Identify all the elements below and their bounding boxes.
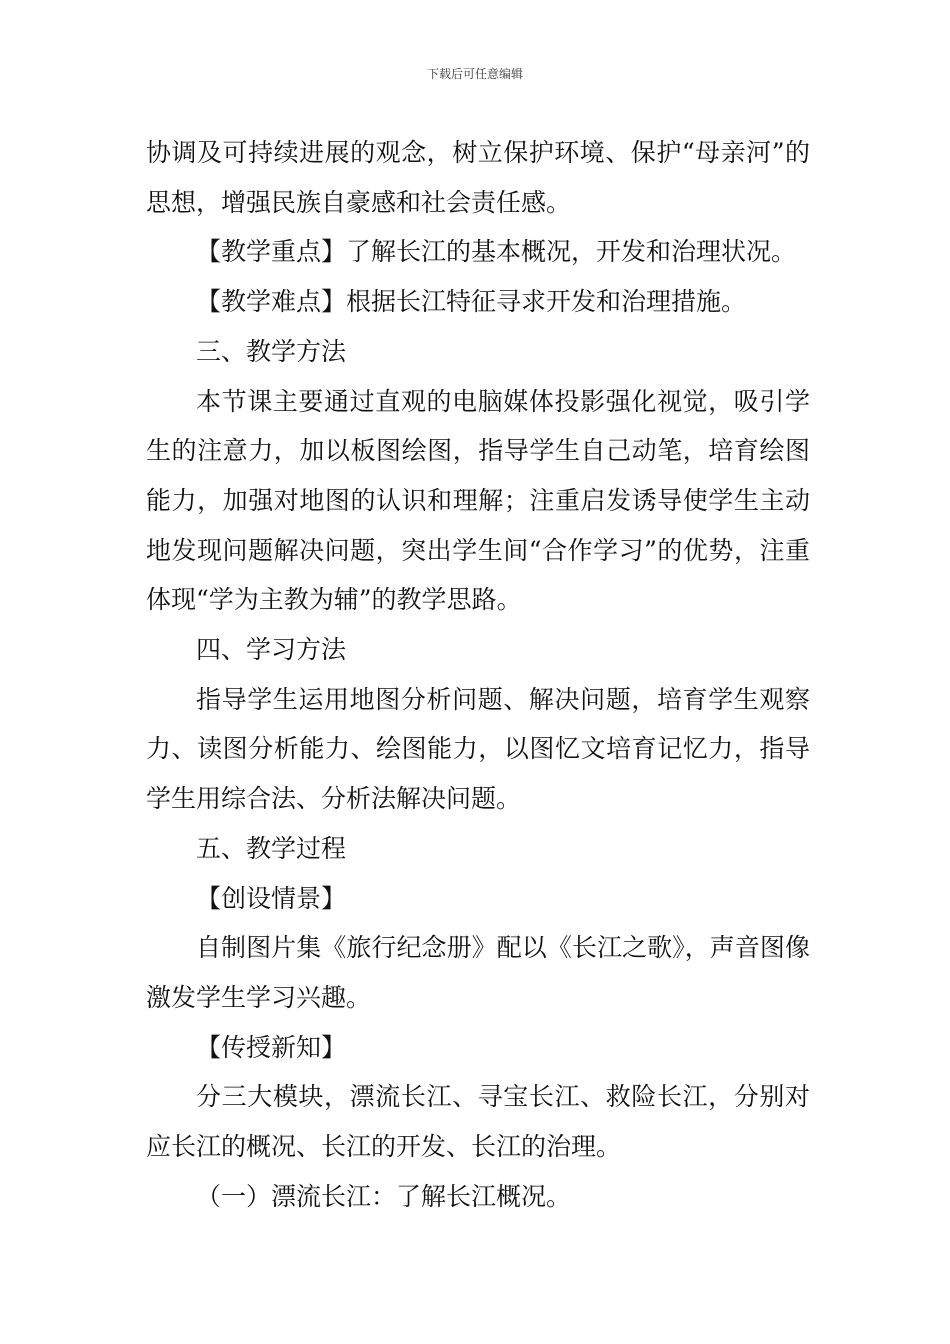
paragraph-goals-continued: 协调及可持续进展的观念，树立保护环境、保护“母亲河”的思想，增强民族自豪感和社会责任感。 bbox=[146, 138, 810, 217]
section-heading-teaching-method: 三、教学方法 bbox=[196, 336, 347, 366]
subheading-create-scene: 【创设情景】 bbox=[196, 883, 347, 913]
paragraph-new-knowledge: 分三大模块，漂流长江、寻宝长江、救险长江，分别对应长江的概况、长江的开发、长江的治理。 bbox=[146, 1082, 810, 1162]
section-heading-teaching-process: 五、教学过程 bbox=[196, 833, 347, 863]
subheading-drifting-yangtze: （一）漂流长江：了解长江概况。 bbox=[196, 1181, 572, 1211]
paragraph-teaching-method: 本节课主要通过直观的电脑媒体投影强化视觉，吸引学生的注意力，加以板图绘图，指导学生自己动笔，培育绘图能力，加强对地图的认识和理解；注重启发诱导使学生主动地发现问题解决问题，突出学生间“合作学习”的优势，注重体现“学为主教为辅”的教学思路。 bbox=[146, 386, 810, 615]
section-heading-learning-method: 四、学习方法 bbox=[196, 635, 347, 665]
page-header: 下载后可任意编辑 bbox=[426, 67, 523, 81]
document-body bbox=[146, 128, 810, 1221]
subheading-new-knowledge: 【传授新知】 bbox=[196, 1032, 347, 1062]
paragraph-learning-method: 指导学生运用地图分析问题、解决问题，培育学生观察力、读图分析能力、绘图能力，以图忆文培育记忆力，指导学生用综合法、分析法解决问题。 bbox=[146, 684, 810, 814]
paragraph-teaching-focus: 【教学重点】了解长江的基本概况，开发和治理状况。 bbox=[196, 237, 797, 267]
paragraph-create-scene: 自制图片集《旅行纪念册》配以《长江之歌》，声音图像激发学生学习兴趣。 bbox=[146, 933, 810, 1012]
paragraph-teaching-difficulty: 【教学难点】根据长江特征寻求开发和治理措施。 bbox=[196, 287, 747, 317]
